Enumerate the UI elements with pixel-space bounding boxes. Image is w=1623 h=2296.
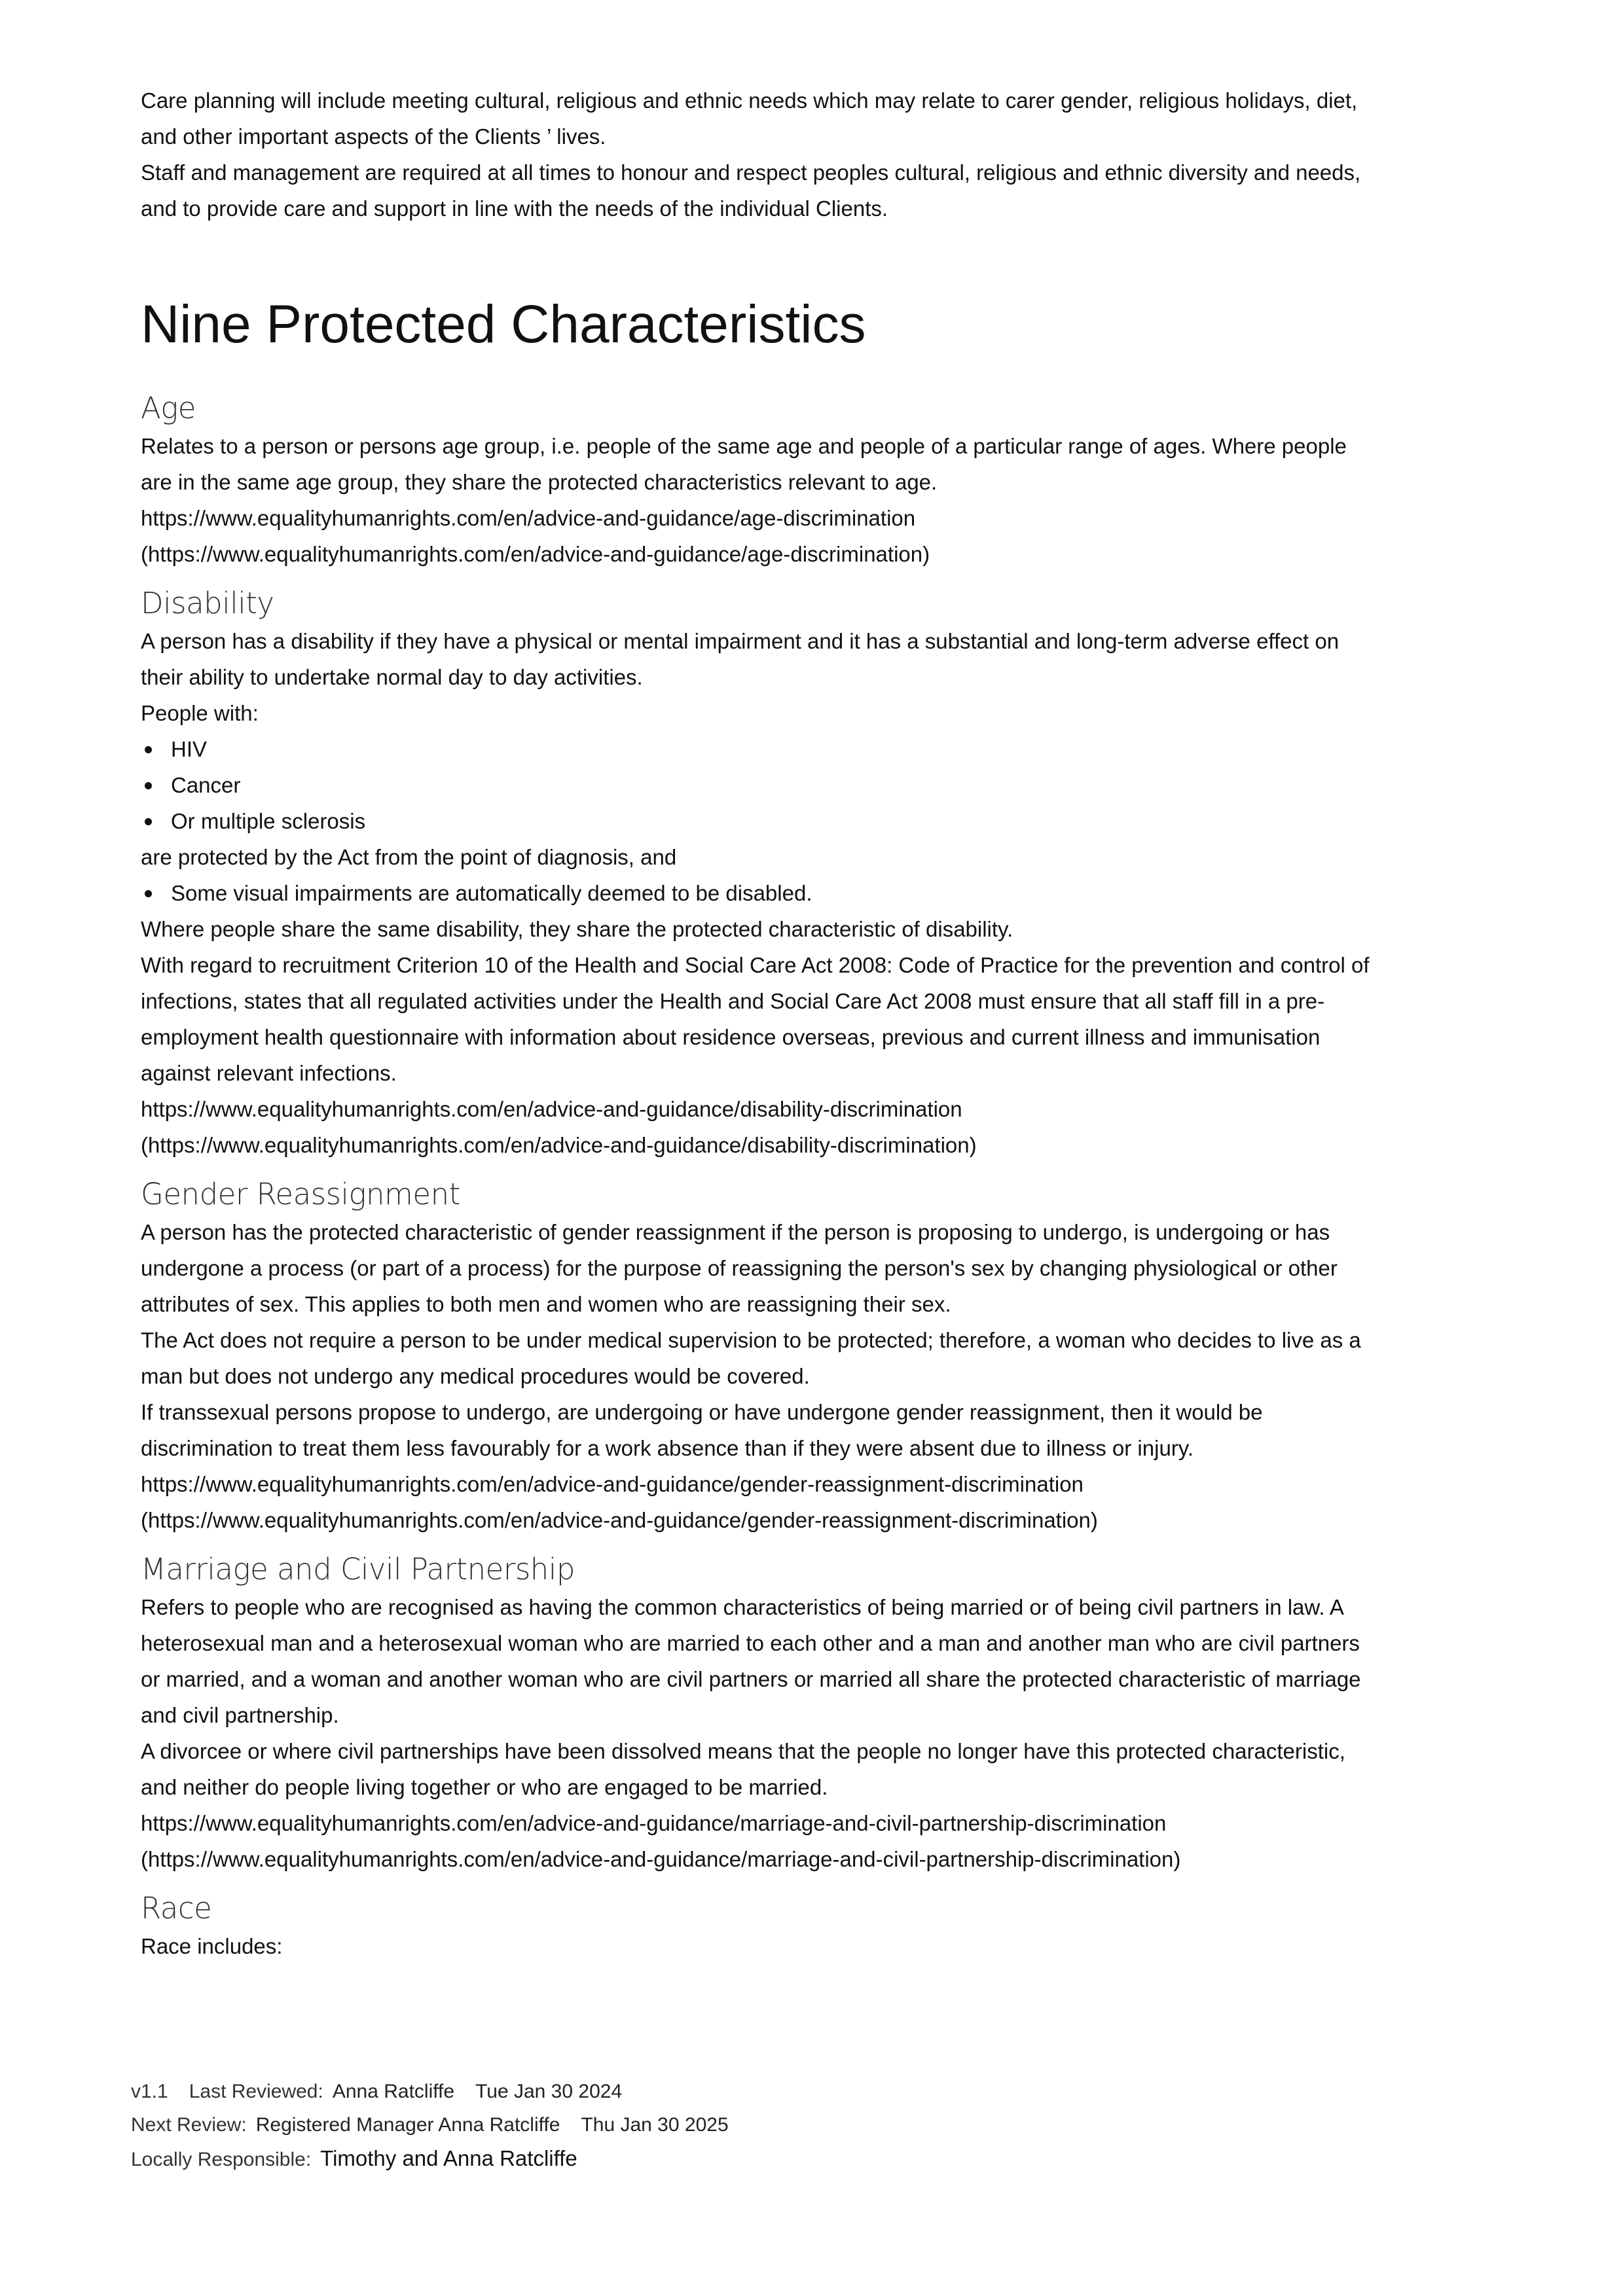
marriage-paragraph-2: A divorcee or where civil partnerships have been dissolved means that the people no longer have this protected characteristic, and neither do people living together or who are engaged to be married. xyxy=(141,1739,1345,1799)
heading-disability: Disability xyxy=(141,586,274,620)
footer-row-next-review xyxy=(131,2108,729,2142)
intro-section xyxy=(141,82,1372,226)
page-title: Nine Protected Characteristics xyxy=(141,295,866,354)
disability-text: A person has a disability if they have a physical or mental impairment and it has a substantial and long-term adverse effect on their ability to undertake normal day to day activities. xyxy=(141,629,1340,689)
gender-paragraph-1: A person has the protected characteristic of gender reassignment if the person is proposing to undergo, is undergoing or has undergone a process (or part of a process) for the purpose of reassigning the person's sex by changing physiological or other attributes of sex. This applies to both men and women who are reassigning their sex. xyxy=(141,1220,1338,1316)
gender-paragraph-3: If transsexual persons propose to undergo, are undergoing or have undergone gender reassignment, then it would be discrimination to treat them less favourably for a work absence than if they were absent due to illness or injury. xyxy=(141,1400,1263,1460)
disability-protected: are protected by the Act from the point of diagnosis, and xyxy=(141,845,677,869)
intro-paragraph-care-planning: Care planning will include meeting cultural, religious and ethnic needs which may relate to carer gender, religious holidays, diet, and other important aspects of the Clients ’ lives. xyxy=(141,88,1358,149)
disability-link-paren[interactable]: (https://www.equalityhumanrights.com/en/advice-and-guidance/disability-discrimination) xyxy=(141,1133,977,1157)
race-text: Race includes: xyxy=(141,1934,283,1958)
footer-row-responsible xyxy=(131,2142,729,2176)
heading-age: Age xyxy=(141,391,196,425)
list-item: Cancer xyxy=(141,767,1372,803)
document-footer xyxy=(131,2075,729,2176)
intro-paragraph-staff: Staff and management are required at all times to honour and respect peoples cultural, religious and ethnic diversity and needs, and to provide care and support in line with the needs of the individual Clients. xyxy=(141,160,1361,221)
bullet-icon xyxy=(145,818,152,825)
disability-share: Where people share the same disability, they share the protected characteristic of disability. xyxy=(141,917,1013,941)
last-reviewed-label: Last Reviewed: xyxy=(189,2081,323,2102)
last-reviewed-date: Tue Jan 30 2024 xyxy=(475,2081,623,2102)
section-disability xyxy=(141,584,1372,1163)
disability-people-with: People with: xyxy=(141,701,259,725)
bullet-icon xyxy=(145,890,152,897)
list-item: Some visual impairments are automatically deemed to be disabled. xyxy=(141,875,1372,911)
age-text: Relates to a person or persons age group, i.e. people of the same age and people of a particular range of ages. Where people are in the same age group, they share the protected characteristics relevant to age. xyxy=(141,434,1347,494)
responsible-label: Locally Responsible: xyxy=(131,2149,312,2170)
bullet-icon xyxy=(145,782,152,789)
disability-visual-list xyxy=(141,875,1372,911)
bullet-icon xyxy=(145,746,152,753)
list-item: HIV xyxy=(141,731,1372,767)
heading-gender-reassignment: Gender Reassignment xyxy=(141,1177,460,1211)
age-link[interactable]: https://www.equalityhumanrights.com/en/advice-and-guidance/age-discrimination xyxy=(141,506,916,530)
section-marriage xyxy=(141,1550,1372,1877)
next-review-by: Registered Manager Anna Ratcliffe xyxy=(255,2114,560,2136)
heading-race: Race xyxy=(141,1891,212,1926)
list-item: Or multiple sclerosis xyxy=(141,803,1372,839)
section-gender-reassignment xyxy=(141,1175,1372,1538)
responsible-value: Timothy and Anna Ratcliffe xyxy=(320,2146,577,2170)
age-link-paren[interactable]: (https://www.equalityhumanrights.com/en/advice-and-guidance/age-discrimination) xyxy=(141,542,930,566)
gender-paragraph-2: The Act does not require a person to be under medical supervision to be protected; therefore, a woman who decides to live as a man but does not undergo any medical procedures would be covered. xyxy=(141,1328,1361,1388)
disability-conditions-list xyxy=(141,731,1372,839)
next-review-date: Thu Jan 30 2025 xyxy=(581,2114,729,2136)
heading-marriage: Marriage and Civil Partnership xyxy=(141,1552,575,1587)
marriage-paragraph-1: Refers to people who are recognised as having the common characteristics of being married or of being civil partners in law. A heterosexual man and a heterosexual woman who are married to each other and a man and another man who are civil partners or married, and a woman and another woman who are civil partners or married all share the protected characteristic of marriage and civil partnership. xyxy=(141,1595,1361,1727)
section-age xyxy=(141,389,1372,572)
gender-link[interactable]: https://www.equalityhumanrights.com/en/advice-and-guidance/gender-reassignment-discrimination xyxy=(141,1472,1084,1496)
footer-row-last-reviewed xyxy=(131,2075,729,2108)
gender-link-paren[interactable]: (https://www.equalityhumanrights.com/en/advice-and-guidance/gender-reassignment-discrimination) xyxy=(141,1508,1098,1532)
last-reviewed-by: Anna Ratcliffe xyxy=(332,2081,455,2102)
marriage-link[interactable]: https://www.equalityhumanrights.com/en/advice-and-guidance/marriage-and-civil-partnership-discrimination xyxy=(141,1811,1167,1835)
disability-recruitment: With regard to recruitment Criterion 10 of the Health and Social Care Act 2008: Code of Practice for the prevention and control of infections, states that all regulated activities under the Health and Social Care Act 2008 must ensure that all staff fill in a pre-employment health questionnaire with information about residence overseas, previous and current illness and immunisation against relevant infections. xyxy=(141,953,1370,1085)
section-race xyxy=(141,1889,1372,1964)
disability-link[interactable]: https://www.equalityhumanrights.com/en/advice-and-guidance/disability-discrimination xyxy=(141,1097,962,1121)
next-review-label: Next Review: xyxy=(131,2114,247,2136)
version-label: v1.1 xyxy=(131,2081,168,2102)
document-page xyxy=(141,0,1372,1964)
marriage-link-paren[interactable]: (https://www.equalityhumanrights.com/en/advice-and-guidance/marriage-and-civil-partnership-discrimination) xyxy=(141,1847,1181,1871)
